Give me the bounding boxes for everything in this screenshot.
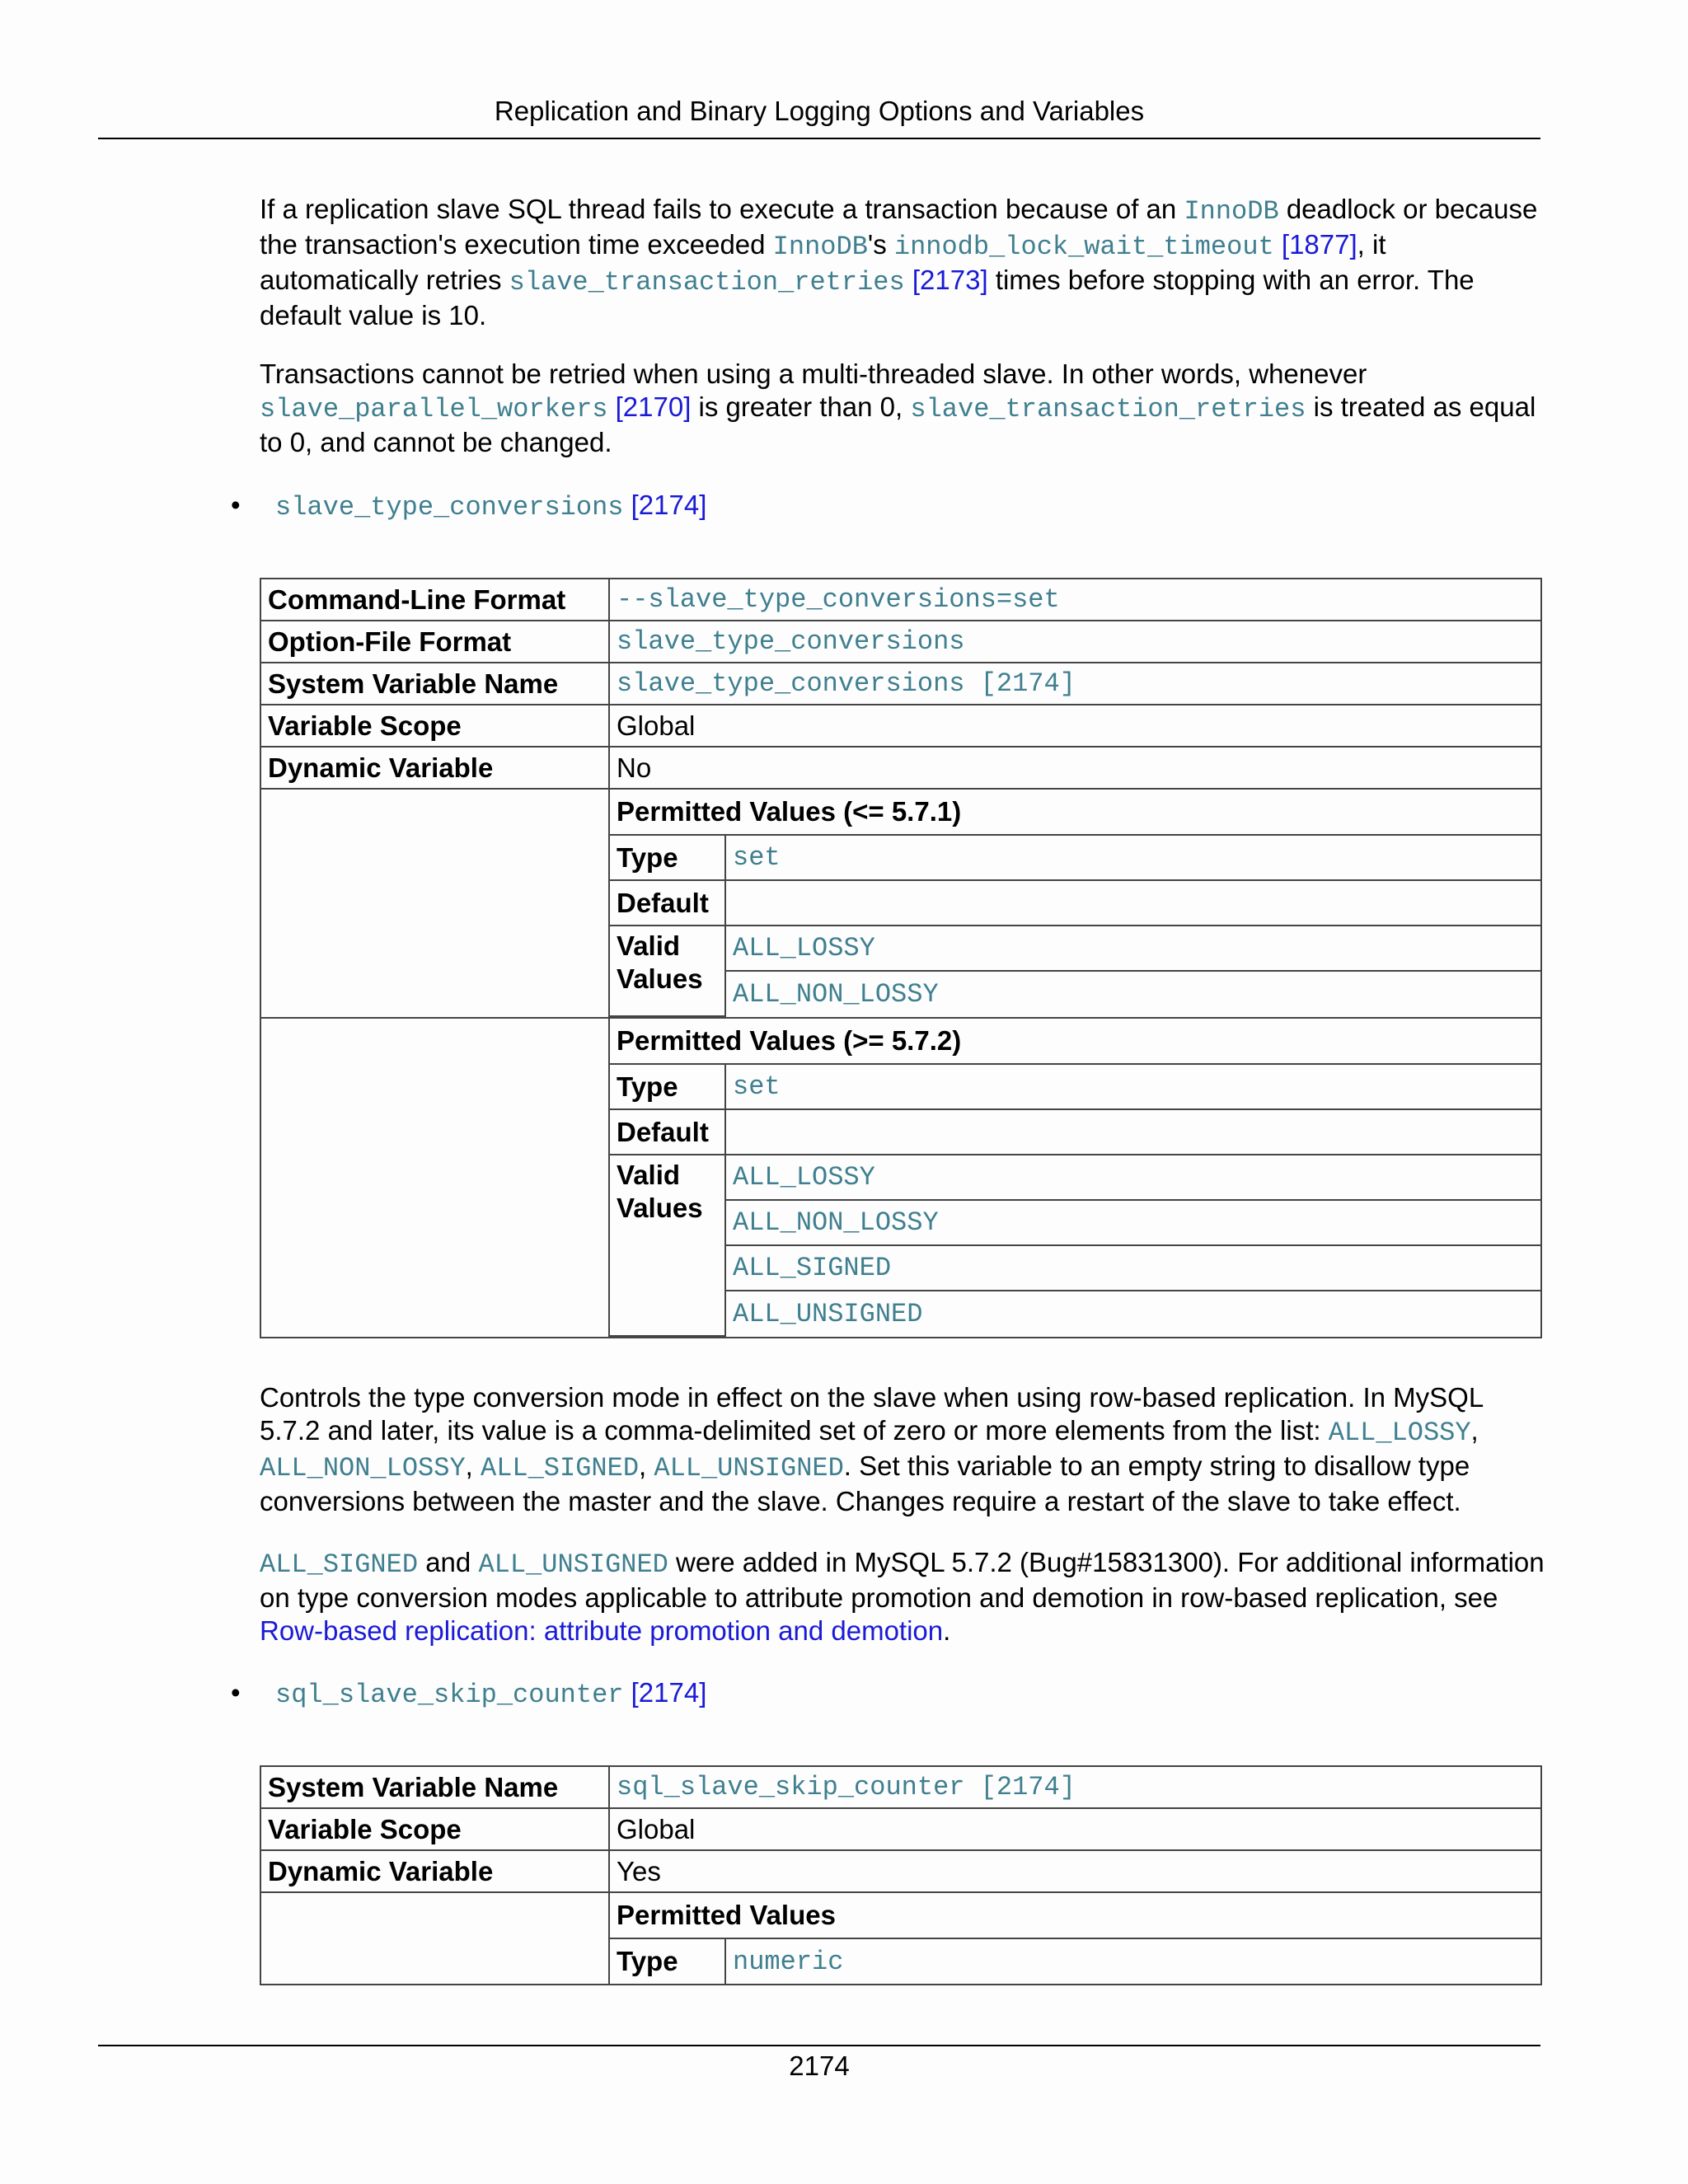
link-slave-transaction-retries[interactable]: slave_transaction_retries	[509, 267, 905, 298]
page-header: Replication and Binary Logging Options and Variables	[494, 96, 1145, 126]
row-value: Global	[609, 705, 1541, 747]
table-row	[260, 1766, 1541, 1808]
permitted-values-block	[609, 789, 1541, 1018]
ref-link-2173[interactable]: [2173]	[912, 265, 988, 295]
permitted-values-table	[610, 1019, 1540, 1337]
type-label: Type	[610, 1938, 725, 1984]
default-value	[725, 1109, 1540, 1155]
table-row	[260, 1892, 1541, 1985]
paragraph-innodb-retries: If a replication slave SQL thread fails to execute a transaction because of an InnoDB deadlock or because the transaction's execution time exceeded InnoDB's innodb_lock_wait_timeout [1877], it automatically retries slave_transaction_retries [2173] times before stopping with an error. The default value is 10.	[260, 194, 1538, 330]
default-label: Default	[610, 1109, 725, 1155]
link-slave-transaction-retries[interactable]: slave_transaction_retries	[910, 394, 1306, 424]
valid-values-label: Valid Values	[610, 1155, 725, 1336]
row-value: --slave_type_conversions=set	[609, 579, 1541, 621]
table-row	[260, 789, 1541, 1018]
permitted-values-table	[610, 790, 1540, 1017]
code-all-unsigned: ALL_UNSIGNED	[478, 1549, 668, 1580]
table-row	[260, 747, 1541, 789]
bullet-slave-type-conversions	[231, 489, 706, 524]
bullet-dot: •	[231, 1677, 241, 1708]
code-all-lossy: ALL_LOSSY	[1328, 1418, 1471, 1448]
link-innodb-lock-wait-timeout[interactable]: innodb_lock_wait_timeout	[893, 232, 1274, 262]
link-slave-parallel-workers[interactable]: slave_parallel_workers	[260, 394, 608, 424]
table-row	[260, 1808, 1541, 1850]
paragraph-multithreaded: Transactions cannot be retried when using a multi-threaded slave. In other words, whenever slave_parallel_workers [2170] is greater than 0, slave_transaction_retries is treated as equal to 0, and cannot be changed.	[260, 359, 1536, 457]
code-innodb: InnoDB	[772, 232, 868, 262]
valid-values-label: Valid Values	[610, 926, 725, 1016]
code-all-non-lossy: ALL_NON_LOSSY	[260, 1453, 466, 1483]
code-innodb: InnoDB	[1184, 196, 1279, 227]
permitted-values-heading: Permitted Values	[610, 1893, 1540, 1938]
permitted-values-block	[609, 1018, 1541, 1338]
table-row	[260, 579, 1541, 621]
table-row	[260, 1018, 1541, 1338]
table-row	[260, 621, 1541, 663]
valid-value: ALL_NON_LOSSY	[725, 971, 1540, 1016]
paragraph-controls-type-conversion: Controls the type conversion mode in effect on the slave when using row-based replication. In MySQL 5.7.2 and later, its value is a comma-delimited set of zero or more elements from the list: ALL_LOSSY, ALL_NON_LOSSY, ALL_SIGNED, ALL_UNSIGNED. Set this variable to an empty string to disallow type conversions between the master and the slave. Changes require a restart of the slave to take effect.	[260, 1382, 1483, 1516]
permitted-values-heading: Permitted Values (>= 5.7.2)	[610, 1019, 1540, 1064]
code-all-unsigned: ALL_UNSIGNED	[654, 1453, 844, 1483]
row-label: Variable Scope	[260, 1808, 609, 1850]
options-table-sql-slave-skip-counter	[260, 1765, 1542, 1985]
code-all-signed: ALL_SIGNED	[480, 1453, 640, 1483]
table-row	[260, 1850, 1541, 1892]
type-value: numeric	[725, 1938, 1540, 1984]
ref-link-2174[interactable]: [2174]	[631, 490, 707, 520]
row-label: Dynamic Variable	[260, 1850, 609, 1892]
valid-value: ALL_LOSSY	[725, 926, 1540, 971]
row-value: No	[609, 747, 1541, 789]
default-value	[725, 880, 1540, 926]
type-label: Type	[610, 1064, 725, 1109]
empty-label	[260, 789, 609, 1018]
type-label: Type	[610, 835, 725, 880]
type-value: set	[725, 1064, 1540, 1109]
row-value-link[interactable]: slave_type_conversions [2174]	[609, 663, 1541, 705]
page-number: 2174	[789, 2050, 850, 2081]
header-rule	[98, 138, 1540, 139]
row-value-link[interactable]: sql_slave_skip_counter [2174]	[609, 1766, 1541, 1808]
bullet-dot: •	[231, 490, 241, 520]
empty-label	[260, 1892, 609, 1985]
valid-value: ALL_UNSIGNED	[725, 1291, 1540, 1336]
code-all-signed: ALL_SIGNED	[260, 1549, 419, 1580]
ref-link-1877[interactable]: [1877]	[1281, 229, 1357, 260]
valid-value: ALL_NON_LOSSY	[725, 1200, 1540, 1245]
type-value: set	[725, 835, 1540, 880]
permitted-values-block	[609, 1892, 1541, 1985]
footer-rule	[98, 2045, 1540, 2046]
ref-link-2174[interactable]: [2174]	[631, 1677, 707, 1708]
row-label: Dynamic Variable	[260, 747, 609, 789]
link-slave-type-conversions[interactable]: slave_type_conversions	[275, 492, 624, 523]
valid-value: ALL_SIGNED	[725, 1245, 1540, 1291]
ref-link-2170[interactable]: [2170]	[615, 391, 692, 422]
table-row	[260, 705, 1541, 747]
row-label: Variable Scope	[260, 705, 609, 747]
empty-label	[260, 1018, 609, 1338]
paragraph-all-signed-added: ALL_SIGNED and ALL_UNSIGNED were added in MySQL 5.7.2 (Bug#15831300). For additional information on type conversion modes applicable to attribute promotion and demotion in row-based replication, see Row-based replication: attribute promotion and demotion.	[260, 1547, 1545, 1646]
row-label: Command-Line Format	[260, 579, 609, 621]
row-label: System Variable Name	[260, 663, 609, 705]
permitted-values-heading: Permitted Values (<= 5.7.1)	[610, 790, 1540, 835]
row-label: Option-File Format	[260, 621, 609, 663]
valid-value: ALL_LOSSY	[725, 1155, 1540, 1200]
row-label: System Variable Name	[260, 1766, 609, 1808]
permitted-values-table	[610, 1893, 1540, 1984]
link-row-based-replication[interactable]: Row-based replication: attribute promotion and demotion	[260, 1615, 944, 1646]
row-value: slave_type_conversions	[609, 621, 1541, 663]
table-row	[260, 663, 1541, 705]
row-value: Yes	[609, 1850, 1541, 1892]
bullet-sql-slave-skip-counter	[231, 1676, 706, 1712]
default-label: Default	[610, 880, 725, 926]
options-table-slave-type-conversions	[260, 578, 1542, 1338]
row-value: Global	[609, 1808, 1541, 1850]
link-sql-slave-skip-counter[interactable]: sql_slave_skip_counter	[275, 1680, 624, 1710]
